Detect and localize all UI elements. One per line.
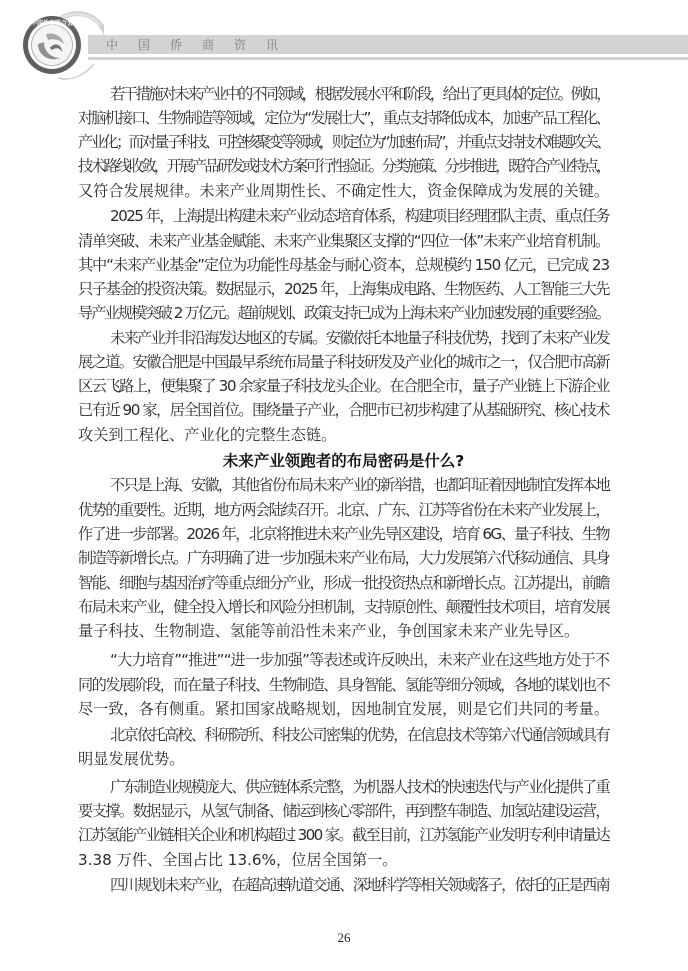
text-line: 2025 年，上海提出构建未来产业动态培育体系，构建项目经理团队主责、重点任务 <box>110 207 609 225</box>
text-line: 清单突破、未来产业基金赋能、未来产业集聚区支撑的“四位一体”未来产业培育机制。 <box>78 232 609 250</box>
text-line: 尽一致，各有侧重。紧扣国家战略规划，因地制宜发展，则是它们共同的考量。 <box>78 700 610 718</box>
text-line: 江苏氢能产业链相关企业和机构超过 300 家。截至目前，江苏氢能产业发明专利申请量达 <box>78 826 609 844</box>
text-line: 攻关到工程化、产业化的完整生态链。 <box>78 426 337 444</box>
text-line: 智能、细胞与基因治疗等重点细分产业，形成一批投资热点和新增长点。江苏提出，前瞻 <box>78 574 610 592</box>
text-line: 广东制造业规模庞大、供应链体系完整，为机器人技术的快速迭代与产业化提供了重 <box>110 778 610 796</box>
text-line: 展之道。安徽合肥是中国最早系统布局量子科技研发及产业化的城市之一，仅合肥市高新 <box>78 353 610 371</box>
header-rule <box>88 57 688 60</box>
text-line: 明显发展优势。 <box>78 750 185 768</box>
text-line: 其中“未来产业基金”定位为功能性母基金与耐心资本，总规模约 150 亿元，已完成 23 <box>78 256 609 274</box>
section-heading: 未来产业领跑者的布局密码是什么? <box>222 452 465 470</box>
text-line: 导产业规模突破 2 万亿元。超前规划、政策支持已成为上海未来产业加速发展的重要经验。 <box>78 304 609 322</box>
text-line: 同的发展阶段，而在量子科技、生物制造、具身智能、氢能等细分领域，各地的谋划也不 <box>78 676 610 694</box>
text-line: 产业化；而对量子科技、可控核聚变等领域，则定位为“加速布局”，并重点支持技术难题攻关、 <box>78 133 609 151</box>
organization-logo <box>14 4 104 84</box>
publication-title <box>106 36 298 54</box>
text-line: 作了进一步部署。2026 年，北京将推进未来产业先导区建设，培育 6G、量子科技、生物 <box>78 525 609 543</box>
publication-title-char: 侨 <box>170 38 183 52</box>
text-line: 不只是上海、安徽，其他省份布局未来产业的新举措，也都印证着因地制宜发挥本地 <box>110 476 610 494</box>
publication-title-char: 国 <box>138 38 151 52</box>
text-line: 区云飞路上，便集聚了 30 余家量子科技龙头企业。在合肥全市，量子产业链上下游企业 <box>78 377 609 395</box>
text-line: 制造等新增长点。广东明确了进一步加强未来产业布局，大力发展第六代移动通信、具身 <box>78 549 610 567</box>
text-line: 对脑机接口、生物制造等领域，定位为“发展壮大”，重点支持降低成本，加速产品工程化、 <box>78 109 609 127</box>
publication-title-char: 商 <box>202 38 215 52</box>
text-line: 优势的重要性。近期，地方两会陆续召开。北京、广东、江苏等省份在未来产业发展上， <box>78 501 610 519</box>
text-line: 又符合发展规律。未来产业周期性长、不确定性大，资金保障成为发展的关键。 <box>78 182 610 200</box>
text-line: 要支撑。数据显示，从氢气制备、储运到核心零部件，再到整车制造、加氢站建设运营， <box>78 802 610 820</box>
publication-title-char: 中 <box>106 38 119 52</box>
text-line: 四川规划未来产业，在超高速轨道交通、深地科学等相关领域落子，依托的正是西南 <box>110 876 610 894</box>
text-line: 若干措施对未来产业中的不同领域，根据发展水平和阶段，给出了更具体的定位。例如， <box>110 85 610 103</box>
text-line: “大力培育”“推进”“进一步加强”等表述或许反映出，未来产业在这些地方处于不 <box>110 651 609 669</box>
text-line: 3.38 万件、全国占比 13.6%，位居全国第一。 <box>78 851 398 869</box>
text-line: 布局未来产业，健全投入增长和风险分担机制，支持原创性、颠覆性技术项目，培育发展 <box>78 598 610 616</box>
text-line: 已有近 90 家，居全国首位。围绕量子产业，合肥市已初步构建了从基础研究、核心技术 <box>78 401 609 419</box>
text-line: 只子基金的投资决策。数据显示，2025 年，上海集成电路、生物医药、人工智能三大先 <box>78 280 609 298</box>
text-line: 量子科技、生物制造、氢能等前沿性未来产业，争创国家未来产业先导区。 <box>78 622 580 640</box>
publication-title-char: 资 <box>234 38 247 52</box>
logo-text: 中国侨商联合会 <box>30 20 74 27</box>
text-line: 未来产业并非沿海发达地区的专属。安徽依托本地量子科技优势，找到了未来产业发 <box>110 329 610 347</box>
text-line: 北京依托高校、科研院所、科技公司密集的优势，在信息技术等第六代通信领域具有 <box>110 726 610 744</box>
publication-title-char: 讯 <box>266 38 279 52</box>
page-number: 26 <box>337 930 351 945</box>
text-line: 技术路线收敛，开展产品研发或技术方案可行性验证。分类施策、分步推进，既符合产业特点， <box>78 157 610 175</box>
